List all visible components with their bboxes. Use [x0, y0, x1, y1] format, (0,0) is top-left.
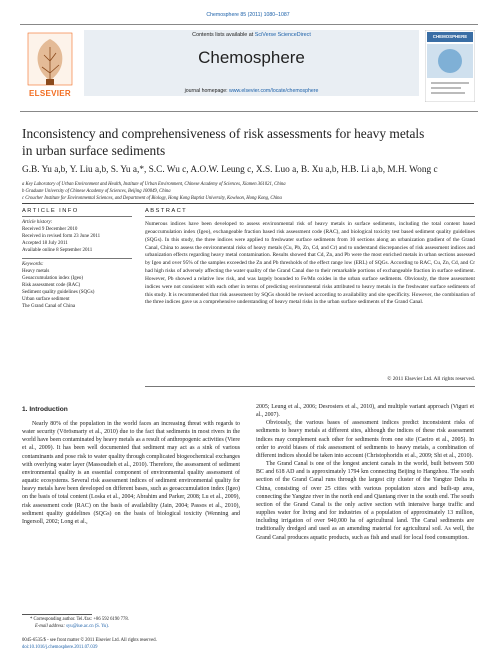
issn-line: 0045-6535/$ - see front matter © 2011 Elsevier Ltd. All rights reserved. [22, 638, 157, 643]
elsevier-logo [22, 29, 78, 101]
email-link[interactable]: syu@iue.ac.cn (S. Yu). [66, 624, 110, 629]
intro-heading: 1. Introduction [22, 406, 68, 413]
doi-link[interactable]: doi:10.1016/j.chemosphere.2011.07.039 [22, 645, 98, 650]
history-online: Available online 8 September 2011 [22, 248, 93, 253]
corresponding-author-note: * Corresponding author. Tel./fax: +86 592 6190 778. [30, 617, 129, 622]
keyword-item: Geoaccumulation index (Igeo) [22, 276, 84, 281]
keyword-item: The Grand Canal of China [22, 304, 76, 309]
keyword-item: Heavy metals [22, 269, 50, 274]
email-prefix: E-mail address: [35, 624, 67, 629]
keyword-item: Risk assessment code (RAC) [22, 283, 81, 288]
journal-reference[interactable]: Chemosphere 85 (2011) 1080–1087 [206, 12, 290, 18]
affiliation-c: c Croucher Institute for Environmental Sciences, and Department of Biology, Hong Kong Baptist University, Kowloon, Hong Kong, China [22, 196, 282, 201]
contents-line [84, 32, 419, 38]
history-received: Received 9 December 2010 [22, 227, 78, 232]
abstract-heading: ABSTRACT [145, 208, 188, 214]
copyright: © 2011 Elsevier Ltd. All rights reserved. [387, 376, 475, 382]
intro-paragraph: The Grand Canal is one of the longest ancient canals in the world, built between 500 BC and 618 AD and is approximately 1794 km connecting Beijing to Hangzhou. The south section of the Grand Canal runs through the largest city cluster of the Yangtze Delta in China, consisting of over 25 cities with various population sizes and built-up area, connecting the Yangtze river in the north end and Qiantang river in the south end. The south section of the Grand Canal is the only active section with intensive barge traffic and supplies water for living and for industries of a population of approximately 13 million, including irrigation of over 940,000 ha of agricultural land. The Canal sediments are traditionally dredged and used as an amending material for agricultural soil. As well, the Grand Canal produces aquatic products, such as fish and snail for local food consumption. [256, 461, 474, 541]
email-note [35, 624, 245, 631]
divider [22, 258, 132, 259]
journal-homepage [84, 88, 419, 94]
author-list: G.B. Yu a,b, Y. Liu a,b, S. Yu a,*, S.C. Wu c, A.O.W. Leung c, X.S. Luo a, B. Xu a,b, H.B. Li a,b, M.H. Wong c [22, 165, 438, 175]
divider [22, 203, 474, 204]
footnote-rule [22, 614, 92, 615]
title-line-2: in urban surface sediments [22, 142, 166, 158]
intro-right-column [256, 403, 474, 542]
divider [22, 216, 132, 217]
homepage-link[interactable]: www.elsevier.com/locate/chemosphere [229, 88, 319, 94]
keywords [22, 261, 140, 310]
title-line-1: Inconsistency and comprehensiveness of risk assessments for heavy metals [22, 126, 425, 141]
divider [145, 216, 475, 217]
keyword-item: Urban surface sediment [22, 297, 70, 302]
keywords-heading: Keywords: [22, 262, 44, 267]
divider [145, 386, 475, 387]
history-revised: Received in revised form 23 June 2011 [22, 234, 101, 239]
intro-left-column: Nearly 80% of the population in the world faces an increasing threat with regards to water security (Vörösmarty et al., 2010) due to the fact that sediments in most rivers in the world have been contaminated by heavy metals as a result of anthropogenic activities (Viere et al., 2009). It has been well documented that sediment may act as a sink of various contaminants and pose risk to water quality through complicated biogeochemical exchanges with overlying water layer (Massoudieh et al., 2010). Therefore, the assessment of sediment environmental quality is an essential component of environmental quality assessment of aquatic ecosystems. Several risk assessment indices of sediment environmental quality for heavy metals have been developed on different bases, such as geoaccumulation index (Igeo) on the basis of total content (Loska et al., 2004; Abrahim and Parker, 2008; Lu et al., 2009), risk assessment code (RAC) on the basis of availability (Jain, 2004; Passos et al., 2010), sediment quality guidelines (SQGs) on the basis of biological toxicity (Wenning and Ingersoll, 2002; Long et al., [22, 421, 240, 525]
journal-cover-thumbnail [425, 30, 475, 102]
intro-paragraph: 2005; Leung et al., 2006; Desrosiers et al., 2010), and multiple variant approach (Viguri et al., 2007). [256, 404, 474, 419]
article-title [22, 126, 472, 160]
article-info-heading: ARTICLE INFO [22, 208, 79, 214]
contents-prefix: Contents lists available at [192, 32, 255, 38]
intro-paragraph: Obviously, the various bases of assessment indices predict inconsistent risks of sediments to heavy metals at different sites, although the indices of these risk assessment indices may complement each other for sediments from one site (Caeiro et al., 2005). In order to avoid biases of risk assessment of sediments to heavy metals, a combination of different indices should be taken into account (Christophoridis et al., 2009; Shi et al., 2010). [256, 420, 474, 459]
publisher-name: ELSEVIER [29, 89, 71, 98]
history-heading: Article history: [22, 220, 53, 225]
article-history [22, 219, 137, 254]
homepage-prefix: journal homepage: [184, 88, 230, 94]
sciencedirect-link[interactable]: SciVerse ScienceDirect [254, 32, 311, 38]
journal-name: Chemosphere [198, 48, 305, 67]
cover-title: CHEMOSPHERE [432, 34, 468, 39]
keyword-item: Sediment quality guidelines (SQGs) [22, 290, 95, 295]
affiliation-a: a Key Laboratory of Urban Environment and Health, Institute of Urban Environment, Chinese Academy of Sciences, Xiamen 361021, China [22, 182, 286, 187]
abstract-text: Numerous indices have been developed to assess environmental risk of heavy metals in surface sediments, including the total content based geoaccumulation index (Igeo), exchangeable fraction based risk assessment code (RAC), and biological toxicity test based sediment quality guidelines (SQGs). In this study, the three indices were applied to freshwater surface sediments from 10 sections along an urbanization gradient of the Grand Canal, China to assess the environmental risks of heavy metals (Cu, Pb, Zn, Cd, and Cr) and to understand discrepancies of risk assessment indices and urbanization effects regarding heavy metal contamination. Results showed that Cd, Zn, and Pb were the most enriched metals in urban sections assessed by Igeo and over 95% of the samples exceeded the Zn and Pb thresholds of the effect range low (ERL) of SQGs. According to RAC, Cu, Zn, Cd, and Cr had high risks of adversely affecting the water quality of the Grand Canal due to their remarkable portions of exchangeable fraction in surface sediment. However, Pb showed a relative low risk, and was largely bounded to Fe/Mn oxides in the urban surface sediments. Obviously, the three assessment indices were not consistent with each other in terms of predicting environmental risks attributed to heavy metals in the freshwater surface sediments of this study. It is recommended that risk assessment by SQGs should be revised according to availability and site specificity. However, the combination of the three indices gave us a comprehensive understanding of heavy metal risks in the urban surface sediments of the Grand Canal. [145, 221, 475, 306]
history-accepted: Accepted 18 July 2011 [22, 241, 68, 246]
affiliation-b: b Graduate University of Chinese Academy of Sciences, Beijing 100049, China [22, 189, 171, 194]
